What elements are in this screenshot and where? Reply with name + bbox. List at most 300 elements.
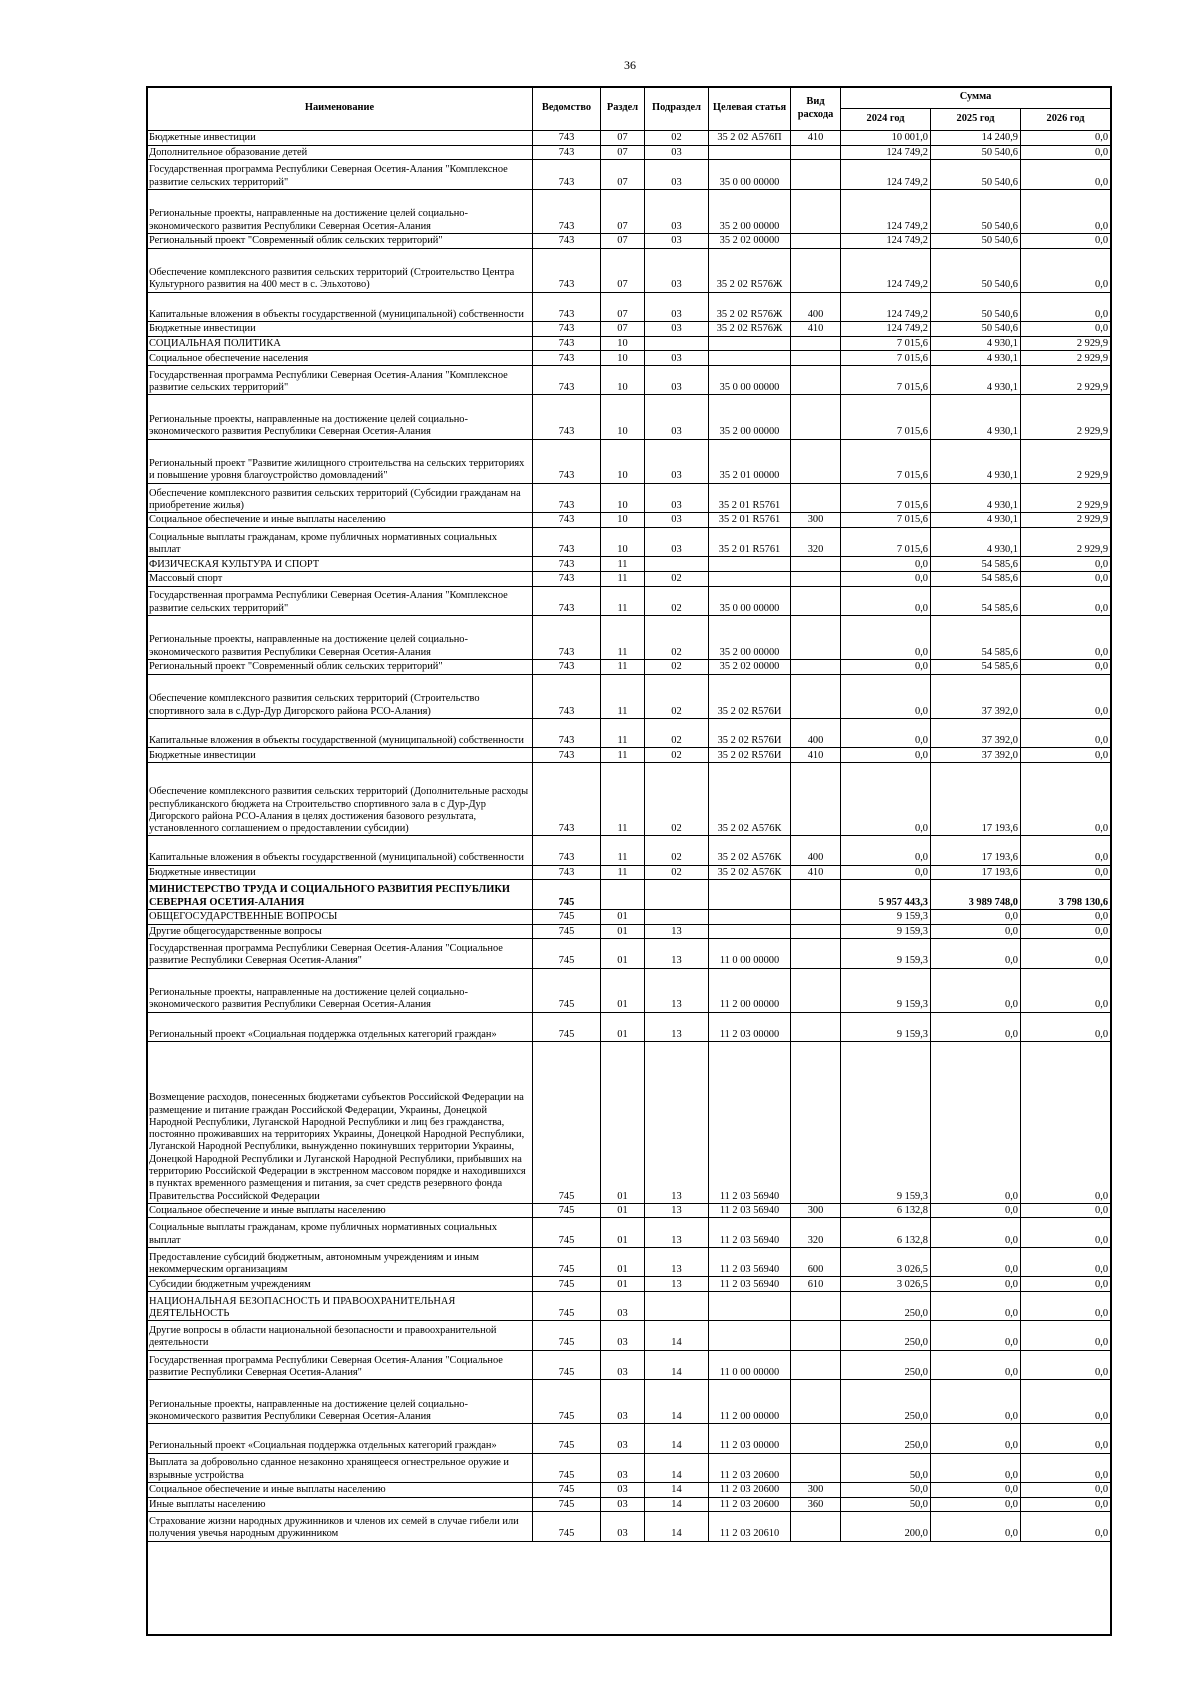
cell-2026: 0,0 [1021,1424,1111,1453]
table-row [147,1218,1111,1247]
table-row [147,880,1111,909]
cell-vedomstvo: 743 [533,145,601,160]
cell-2025: 37 392,0 [931,718,1021,747]
cell-razdel: 01 [601,1218,645,1247]
cell-2025: 50 540,6 [931,322,1021,337]
cell-2025: 0,0 [931,1497,1021,1512]
cell-razdel: 11 [601,718,645,747]
cell-2025: 0,0 [931,1380,1021,1424]
cell-2025: 50 540,6 [931,292,1021,321]
cell-podrazdel: 14 [645,1321,709,1350]
cell-vedomstvo: 745 [533,1277,601,1292]
cell-2025: 0,0 [931,1218,1021,1247]
cell-name: Социальное обеспечение и иные выплаты населению [147,1482,533,1497]
cell-podrazdel: 02 [645,762,709,836]
cell-vedomstvo: 745 [533,1380,601,1424]
cell-2025: 37 392,0 [931,674,1021,718]
cell-2026: 0,0 [1021,586,1111,615]
cell-vedomstvo: 743 [533,160,601,189]
cell-vid: 410 [791,322,841,337]
cell-2025: 0,0 [931,1482,1021,1497]
cell-razdel: 10 [601,439,645,483]
cell-2026: 0,0 [1021,1042,1111,1204]
cell-2024: 200,0 [841,1512,931,1541]
cell-name: Выплата за добровольно сданное незаконно хранящееся огнестрельное оружие и взрывные устройства [147,1453,533,1482]
table-row [147,351,1111,366]
cell-razdel: 11 [601,762,645,836]
cell-vedomstvo: 745 [533,1453,601,1482]
cell-name: Обеспечение комплексного развития сельских территорий (Строительство спортивного зала в с.Дур-Дур Дигорского района РСО-Алания) [147,674,533,718]
cell-name: Региональные проекты, направленные на достижение целей социально-экономического развития Республики Северная Осетия-Алания [147,189,533,233]
table-row [147,1512,1111,1541]
cell-vedomstvo: 745 [533,1247,601,1276]
table-row [147,968,1111,1012]
cell-2024: 250,0 [841,1424,931,1453]
cell-2024: 124 749,2 [841,189,931,233]
cell-vedomstvo: 743 [533,483,601,512]
cell-podrazdel: 13 [645,924,709,939]
cell-celevaya: 11 2 03 00000 [709,1012,791,1041]
cell-podrazdel [645,336,709,351]
cell-razdel: 11 [601,557,645,572]
cell-name: Государственная программа Республики Северная Осетия-Алания "Социальное развитие Республики Северная Осетия-Алания" [147,939,533,968]
cell-podrazdel: 02 [645,674,709,718]
header-2024: 2024 год [841,109,931,131]
cell-vid [791,145,841,160]
cell-razdel: 11 [601,586,645,615]
cell-celevaya: 11 2 00 00000 [709,1380,791,1424]
cell-2025: 54 585,6 [931,615,1021,659]
cell-vedomstvo: 743 [533,836,601,865]
cell-2024: 5 957 443,3 [841,880,931,909]
cell-podrazdel: 03 [645,322,709,337]
cell-vid [791,1012,841,1041]
cell-celevaya [709,336,791,351]
cell-vedomstvo: 743 [533,748,601,763]
cell-razdel: 11 [601,865,645,880]
cell-2026: 0,0 [1021,674,1111,718]
cell-razdel: 11 [601,748,645,763]
cell-vid [791,615,841,659]
cell-2026: 0,0 [1021,718,1111,747]
cell-podrazdel: 02 [645,131,709,146]
cell-vid [791,1380,841,1424]
cell-vid [791,1512,841,1541]
cell-razdel: 03 [601,1512,645,1541]
table-row [147,1042,1111,1204]
cell-2025: 17 193,6 [931,762,1021,836]
cell-name: Социальные выплаты гражданам, кроме публичных нормативных социальных выплат [147,1218,533,1247]
table-row [147,762,1111,836]
cell-podrazdel: 03 [645,395,709,439]
cell-vid [791,233,841,248]
cell-name: Бюджетные инвестиции [147,131,533,146]
cell-2025: 0,0 [931,1042,1021,1204]
cell-2024: 0,0 [841,762,931,836]
cell-vedomstvo: 743 [533,571,601,586]
table-row [147,924,1111,939]
cell-vid [791,939,841,968]
cell-vedomstvo: 743 [533,131,601,146]
header-vedomstvo: Ведомство [533,87,601,131]
cell-2024: 7 015,6 [841,351,931,366]
cell-vid [791,909,841,924]
table-row [147,395,1111,439]
table-row [147,527,1111,556]
cell-razdel: 01 [601,1277,645,1292]
cell-vedomstvo: 743 [533,865,601,880]
cell-2024: 0,0 [841,557,931,572]
cell-2026: 0,0 [1021,1453,1111,1482]
cell-vedomstvo: 743 [533,718,601,747]
cell-vid [791,557,841,572]
cell-podrazdel: 03 [645,145,709,160]
cell-podrazdel: 03 [645,248,709,292]
cell-razdel: 01 [601,924,645,939]
cell-2026: 0,0 [1021,160,1111,189]
cell-name: НАЦИОНАЛЬНАЯ БЕЗОПАСНОСТЬ И ПРАВООХРАНИТЕЛЬНАЯ ДЕЯТЕЛЬНОСТЬ [147,1291,533,1320]
table-row [147,748,1111,763]
cell-podrazdel [645,909,709,924]
cell-2026: 0,0 [1021,836,1111,865]
cell-podrazdel [645,1291,709,1320]
table-row [147,160,1111,189]
cell-celevaya [709,1321,791,1350]
cell-2026: 0,0 [1021,924,1111,939]
cell-2024: 0,0 [841,586,931,615]
cell-name: Обеспечение комплексного развития сельских территорий (Субсидии гражданам на приобретение жилья) [147,483,533,512]
cell-2026: 0,0 [1021,1321,1111,1350]
cell-2025: 0,0 [931,1350,1021,1379]
table-row [147,513,1111,528]
cell-celevaya: 11 2 03 20600 [709,1453,791,1482]
cell-vedomstvo: 743 [533,615,601,659]
cell-2024: 124 749,2 [841,248,931,292]
cell-2024: 124 749,2 [841,322,931,337]
cell-vid: 300 [791,1203,841,1218]
cell-vid: 410 [791,748,841,763]
cell-name: Бюджетные инвестиции [147,322,533,337]
cell-celevaya: 35 2 02 А576К [709,836,791,865]
cell-name: Обеспечение комплексного развития сельских территорий (Строительство Центра Культурного развития на 400 мест в с. Эльхотово) [147,248,533,292]
cell-2025: 4 930,1 [931,527,1021,556]
cell-vid: 400 [791,836,841,865]
cell-vedomstvo: 743 [533,395,601,439]
cell-2024: 0,0 [841,674,931,718]
table-row [147,836,1111,865]
table-row [147,1291,1111,1320]
cell-vedomstvo: 743 [533,292,601,321]
cell-razdel: 11 [601,571,645,586]
table-body [147,131,1111,1542]
header-summa: Сумма [841,87,1111,109]
cell-2025: 4 930,1 [931,513,1021,528]
cell-razdel: 10 [601,395,645,439]
table-row [147,248,1111,292]
cell-podrazdel: 03 [645,366,709,395]
cell-name: Социальное обеспечение и иные выплаты населению [147,513,533,528]
cell-2026: 0,0 [1021,145,1111,160]
table-row [147,1321,1111,1350]
cell-celevaya: 35 2 02 00000 [709,660,791,675]
cell-2024: 3 026,5 [841,1247,931,1276]
cell-vid: 300 [791,1482,841,1497]
table-row [147,865,1111,880]
cell-2025: 50 540,6 [931,233,1021,248]
cell-podrazdel: 03 [645,483,709,512]
table-header [147,87,1111,131]
cell-celevaya [709,924,791,939]
cell-vid [791,674,841,718]
cell-name: Государственная программа Республики Северная Осетия-Алания "Социальное развитие Республики Северная Осетия-Алания" [147,1350,533,1379]
table-row [147,1012,1111,1041]
cell-celevaya: 35 2 00 00000 [709,395,791,439]
cell-razdel: 07 [601,131,645,146]
cell-celevaya: 11 2 03 20600 [709,1482,791,1497]
cell-vid [791,571,841,586]
cell-name: Региональный проект «Социальная поддержка отдельных категорий граждан» [147,1012,533,1041]
header-2025: 2025 год [931,109,1021,131]
cell-celevaya: 35 0 00 00000 [709,366,791,395]
cell-celevaya [709,571,791,586]
cell-podrazdel: 13 [645,1277,709,1292]
cell-podrazdel: 02 [645,571,709,586]
cell-name: Бюджетные инвестиции [147,865,533,880]
cell-razdel: 01 [601,1042,645,1204]
cell-podrazdel: 13 [645,939,709,968]
cell-name: ОБЩЕГОСУДАРСТВЕННЫЕ ВОПРОСЫ [147,909,533,924]
cell-2025: 0,0 [931,939,1021,968]
cell-vid [791,160,841,189]
cell-vid [791,1291,841,1320]
cell-celevaya: 35 2 02 R576И [709,718,791,747]
cell-2025: 0,0 [931,1321,1021,1350]
cell-2024: 7 015,6 [841,527,931,556]
cell-razdel: 03 [601,1380,645,1424]
budget-table [146,86,1111,1542]
cell-name: Региональный проект «Социальная поддержка отдельных категорий граждан» [147,1424,533,1453]
cell-razdel: 03 [601,1350,645,1379]
cell-name: Государственная программа Республики Северная Осетия-Алания "Комплексное развитие сельских территорий" [147,586,533,615]
cell-vid: 400 [791,292,841,321]
table-row [147,366,1111,395]
cell-2025: 50 540,6 [931,189,1021,233]
cell-2026: 0,0 [1021,1380,1111,1424]
cell-razdel: 01 [601,968,645,1012]
table-row [147,1424,1111,1453]
cell-name: Другие вопросы в области национальной безопасности и правоохранительной деятельности [147,1321,533,1350]
cell-vid [791,1321,841,1350]
cell-2026: 0,0 [1021,1277,1111,1292]
cell-razdel: 07 [601,145,645,160]
cell-2024: 0,0 [841,865,931,880]
cell-2024: 250,0 [841,1321,931,1350]
cell-2024: 250,0 [841,1380,931,1424]
cell-2026: 0,0 [1021,1497,1111,1512]
cell-celevaya: 11 0 00 00000 [709,1350,791,1379]
cell-2026: 0,0 [1021,762,1111,836]
cell-2024: 9 159,3 [841,939,931,968]
cell-celevaya: 35 2 01 R5761 [709,513,791,528]
cell-vid [791,660,841,675]
cell-vedomstvo: 743 [533,513,601,528]
cell-podrazdel: 13 [645,968,709,1012]
cell-razdel: 10 [601,366,645,395]
cell-razdel: 10 [601,336,645,351]
cell-vid: 320 [791,1218,841,1247]
cell-celevaya [709,351,791,366]
cell-vid [791,483,841,512]
cell-podrazdel: 02 [645,718,709,747]
cell-2025: 4 930,1 [931,395,1021,439]
cell-name: Региональный проект "Развитие жилищного строительства на сельских территориях и повышение уровня благоустройство домовладений" [147,439,533,483]
table-row [147,615,1111,659]
cell-2026: 0,0 [1021,1350,1111,1379]
cell-celevaya: 11 2 00 00000 [709,968,791,1012]
cell-vedomstvo: 745 [533,1012,601,1041]
cell-razdel: 10 [601,527,645,556]
cell-2025: 4 930,1 [931,351,1021,366]
cell-2025: 0,0 [931,1012,1021,1041]
cell-vedomstvo: 743 [533,439,601,483]
cell-vedomstvo: 743 [533,189,601,233]
cell-name: Страхование жизни народных дружинников и членов их семей в случае гибели или получения увечья народным дружинником [147,1512,533,1541]
cell-2025: 0,0 [931,1512,1021,1541]
cell-2024: 124 749,2 [841,160,931,189]
table-row [147,571,1111,586]
cell-podrazdel: 03 [645,351,709,366]
cell-2024: 3 026,5 [841,1277,931,1292]
cell-vedomstvo: 745 [533,1042,601,1204]
cell-vedomstvo: 745 [533,1482,601,1497]
cell-celevaya: 35 2 01 R5761 [709,527,791,556]
cell-2024: 6 132,8 [841,1218,931,1247]
cell-vid [791,351,841,366]
cell-razdel: 01 [601,1247,645,1276]
cell-2025: 0,0 [931,1424,1021,1453]
cell-razdel: 10 [601,351,645,366]
cell-2026: 0,0 [1021,1512,1111,1541]
header-razdel: Раздел [601,87,645,131]
cell-vedomstvo: 743 [533,557,601,572]
cell-name: Региональные проекты, направленные на достижение целей социально-экономического развития Республики Северная Осетия-Алания [147,1380,533,1424]
cell-2025: 3 989 748,0 [931,880,1021,909]
cell-2026: 2 929,9 [1021,395,1111,439]
cell-vid: 360 [791,1497,841,1512]
cell-name: Дополнительное образование детей [147,145,533,160]
cell-2025: 4 930,1 [931,366,1021,395]
cell-2024: 124 749,2 [841,145,931,160]
cell-2024: 250,0 [841,1291,931,1320]
cell-vid: 410 [791,131,841,146]
cell-name: Региональный проект "Современный облик сельских территорий" [147,233,533,248]
cell-2025: 0,0 [931,1203,1021,1218]
cell-2025: 17 193,6 [931,836,1021,865]
cell-2024: 7 015,6 [841,513,931,528]
cell-razdel: 07 [601,189,645,233]
cell-2026: 0,0 [1021,248,1111,292]
page-number: 36 [624,58,636,72]
table-row [147,233,1111,248]
cell-vid [791,1453,841,1482]
cell-podrazdel: 14 [645,1497,709,1512]
cell-2026: 0,0 [1021,322,1111,337]
cell-razdel: 11 [601,674,645,718]
cell-2024: 0,0 [841,615,931,659]
cell-podrazdel: 03 [645,292,709,321]
cell-2026: 0,0 [1021,909,1111,924]
cell-vedomstvo: 745 [533,1218,601,1247]
cell-2024: 50,0 [841,1453,931,1482]
cell-2026: 0,0 [1021,939,1111,968]
cell-vid [791,586,841,615]
table-row [147,131,1111,146]
table-row [147,660,1111,675]
cell-razdel: 07 [601,292,645,321]
cell-celevaya: 35 2 02 R576Ж [709,292,791,321]
cell-vid: 610 [791,1277,841,1292]
cell-2024: 6 132,8 [841,1203,931,1218]
cell-2026: 0,0 [1021,1012,1111,1041]
cell-vid [791,968,841,1012]
cell-2026: 2 929,9 [1021,513,1111,528]
cell-2025: 0,0 [931,1453,1021,1482]
cell-vid [791,439,841,483]
cell-2026: 0,0 [1021,968,1111,1012]
cell-2026: 2 929,9 [1021,527,1111,556]
cell-2024: 0,0 [841,836,931,865]
table-row [147,145,1111,160]
cell-name: Социальное обеспечение населения [147,351,533,366]
cell-name: Региональные проекты, направленные на достижение целей социально-экономического развития Республики Северная Осетия-Алания [147,395,533,439]
cell-2025: 54 585,6 [931,557,1021,572]
cell-celevaya: 11 2 03 56940 [709,1218,791,1247]
cell-vedomstvo: 745 [533,1350,601,1379]
cell-celevaya: 35 0 00 00000 [709,586,791,615]
cell-name: Капитальные вложения в объекты государственной (муниципальной) собственности [147,718,533,747]
cell-name: Капитальные вложения в объекты государственной (муниципальной) собственности [147,836,533,865]
cell-razdel: 03 [601,1482,645,1497]
cell-podrazdel: 13 [645,1042,709,1204]
cell-2026: 0,0 [1021,189,1111,233]
cell-2025: 0,0 [931,924,1021,939]
cell-vedomstvo: 743 [533,233,601,248]
cell-celevaya: 11 2 03 56940 [709,1203,791,1218]
cell-podrazdel: 02 [645,586,709,615]
header-vid: Вид расхода [791,87,841,131]
cell-name: Государственная программа Республики Северная Осетия-Алания "Комплексное развитие сельских территорий" [147,366,533,395]
cell-podrazdel: 02 [645,836,709,865]
cell-2026: 2 929,9 [1021,439,1111,483]
cell-vedomstvo: 743 [533,336,601,351]
cell-2026: 0,0 [1021,233,1111,248]
cell-name: Другие общегосударственные вопросы [147,924,533,939]
cell-celevaya: 11 2 03 56940 [709,1277,791,1292]
cell-2024: 0,0 [841,660,931,675]
cell-razdel: 11 [601,836,645,865]
cell-2026: 0,0 [1021,571,1111,586]
cell-celevaya: 35 2 00 00000 [709,615,791,659]
cell-2024: 7 015,6 [841,395,931,439]
cell-podrazdel: 02 [645,748,709,763]
cell-2025: 0,0 [931,1247,1021,1276]
cell-2024: 0,0 [841,718,931,747]
cell-2025: 4 930,1 [931,483,1021,512]
table-row [147,1482,1111,1497]
cell-vedomstvo: 743 [533,674,601,718]
cell-vedomstvo: 745 [533,924,601,939]
cell-razdel: 03 [601,1424,645,1453]
